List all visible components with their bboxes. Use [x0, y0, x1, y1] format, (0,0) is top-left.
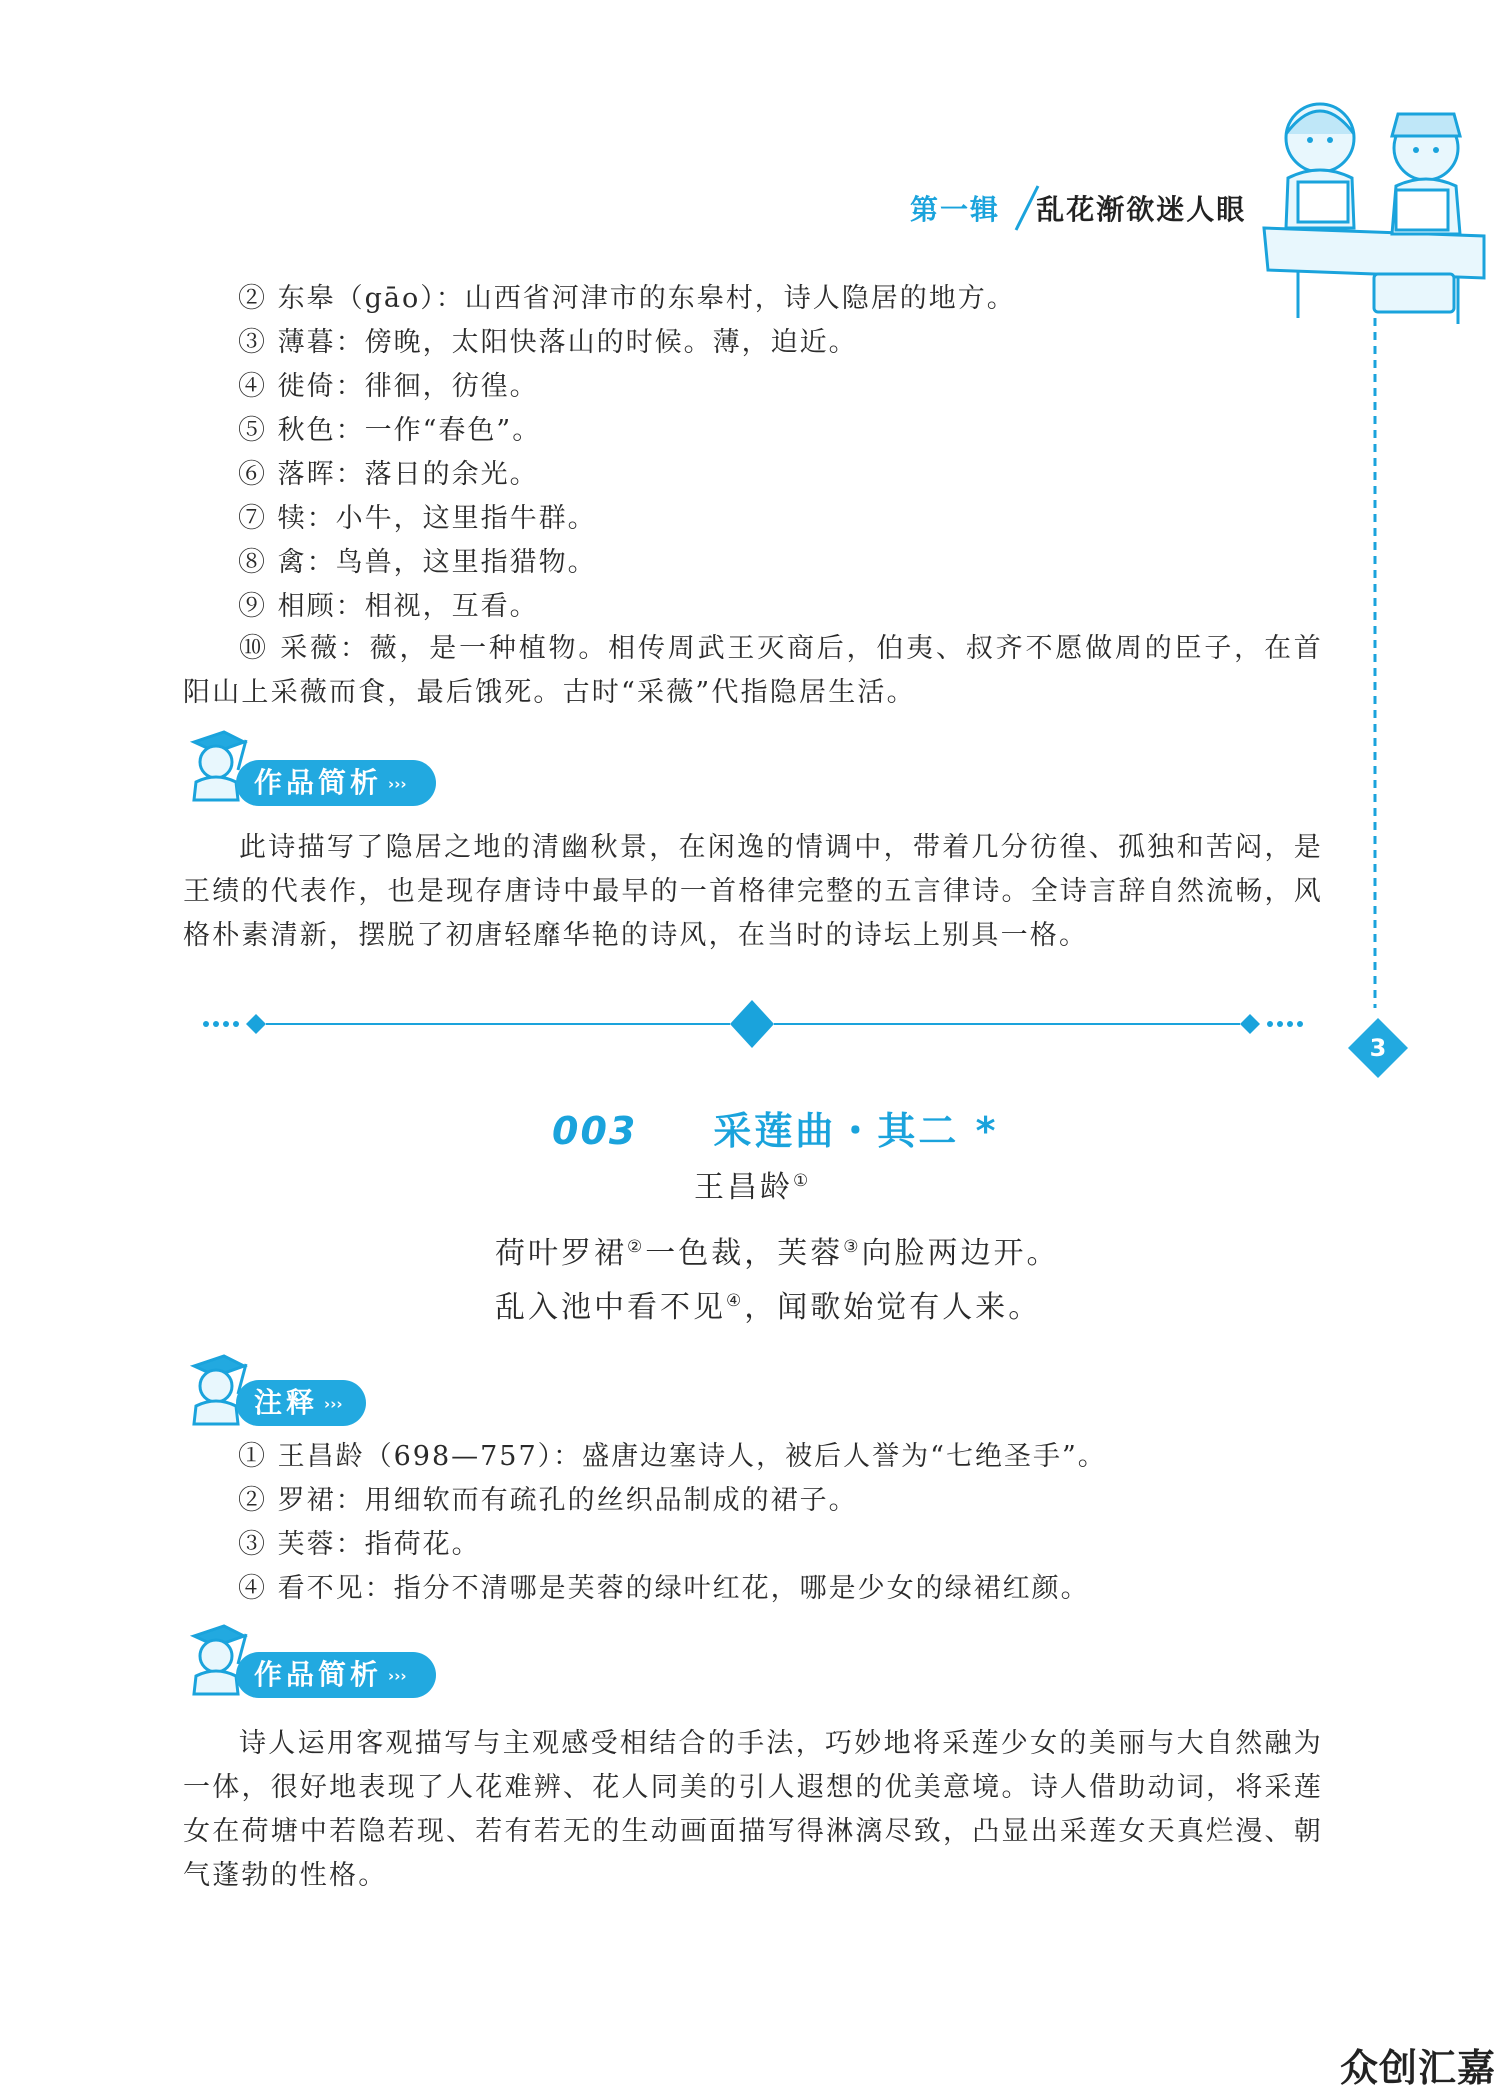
- chapter-title: 乱花渐欲迷人眼: [1036, 193, 1247, 226]
- analysis-heading-label: 作品简析: [254, 766, 383, 799]
- poem-text: 乱入池中看不见: [495, 1290, 726, 1325]
- footnote-mark: ①: [793, 1171, 812, 1191]
- note-item: ⑧ 禽：鸟兽，这里指猎物。: [238, 547, 597, 578]
- reading-children-illustration: [1258, 78, 1494, 328]
- page-number: 3: [1369, 1034, 1387, 1062]
- section-divider: [200, 996, 1310, 1054]
- note-item: ③ 薄暮：傍晚，太阳快落山的时候。薄，迫近。: [238, 327, 858, 358]
- poem-title-row: [552, 1100, 999, 1155]
- poem-line-2: [495, 1282, 1041, 1326]
- analysis-heading: [236, 1652, 436, 1698]
- note-item: ④ 徙倚：徘徊，彷徨。: [238, 371, 539, 402]
- note-item: ③ 芙蓉：指荷花。: [238, 1529, 481, 1560]
- double-chevron-icon: ›››: [388, 1667, 407, 1685]
- note-item: ⑥ 落晖：落日的余光。: [238, 459, 539, 490]
- poem-text: 荷叶罗裙: [495, 1236, 627, 1271]
- poem-number: 003: [552, 1109, 638, 1153]
- analysis-heading: [236, 760, 436, 806]
- note-item: ⑦ 犊：小牛，这里指牛群。: [238, 503, 597, 534]
- note-item-long: ⑩ 采薇：薇，是一种植物。相传周武王灭商后，伯夷、叔齐不愿做周的臣子，在首阳山上采薇而食，最后饿死。古时“采薇”代指隐居生活。: [183, 633, 1323, 708]
- double-chevron-icon: ›››: [324, 1395, 343, 1413]
- poem-text: ，闻歌始觉有人来。: [744, 1290, 1042, 1325]
- note-item: ⑨ 相顾：相视，互看。: [238, 591, 539, 622]
- chapter-number: 第一辑: [910, 193, 1001, 226]
- analysis-heading-label: 作品简析: [254, 1658, 383, 1691]
- watermark: 众创汇嘉: [1339, 2046, 1496, 2090]
- note-item: ⑤ 秋色：一作“春色”。: [238, 415, 542, 446]
- page-number-badge: [1346, 1016, 1410, 1080]
- note-item: ② 罗裙：用细软而有疏孔的丝织品制成的裙子。: [238, 1485, 858, 1516]
- header-slash-icon: [1010, 182, 1042, 234]
- note-item: ① 王昌龄（698—757）：盛唐边塞诗人，被后人誉为“七绝圣手”。: [238, 1441, 1107, 1472]
- note-item: ② 东皋（gāo）：山西省河津市的东皋村，诗人隐居的地方。: [238, 283, 1016, 314]
- footnote-mark: ③: [843, 1237, 862, 1257]
- chapter-header: [910, 188, 1246, 232]
- poem-author: [694, 1162, 811, 1206]
- side-dashed-line: [1370, 318, 1380, 1008]
- footnote-mark: ②: [627, 1237, 646, 1257]
- footnote-mark: ④: [726, 1291, 745, 1311]
- analysis-paragraph: 诗人运用客观描写与主观感受相结合的手法，巧妙地将采莲少女的美丽与大自然融为一体，很好地表现了人花难辨、花人同美的引人遐想的优美意境。诗人借助动词，将采莲女在荷塘中若隐若现、若有若无的生动画面描写得淋漓尽致，凸显出采莲女天真烂漫、朝气蓬勃的性格。: [183, 1728, 1323, 1891]
- notes-heading-label: 注释: [254, 1386, 319, 1419]
- poem-author-name: 王昌龄: [694, 1170, 793, 1205]
- notes-heading: [236, 1380, 366, 1426]
- note-item: ④ 看不见：指分不清哪是芙蓉的绿叶红花，哪是少女的绿裙红颜。: [238, 1573, 1090, 1604]
- poem-text: 一色裁，芙蓉: [645, 1236, 844, 1271]
- poem-line-1: [495, 1228, 1060, 1272]
- poem-text: 向脸两边开。: [861, 1236, 1060, 1271]
- analysis-paragraph: 此诗描写了隐居之地的清幽秋景，在闲逸的情调中，带着几分彷徨、孤独和苦闷，是王绩的代表作，也是现存唐诗中最早的一首格律完整的五言律诗。全诗言辞自然流畅，风格朴素清新，摆脱了初唐轻靡华艳的诗风，在当时的诗坛上别具一格。: [183, 832, 1323, 951]
- double-chevron-icon: ›››: [388, 775, 407, 793]
- poem-title: 采莲曲・其二 *: [713, 1109, 999, 1153]
